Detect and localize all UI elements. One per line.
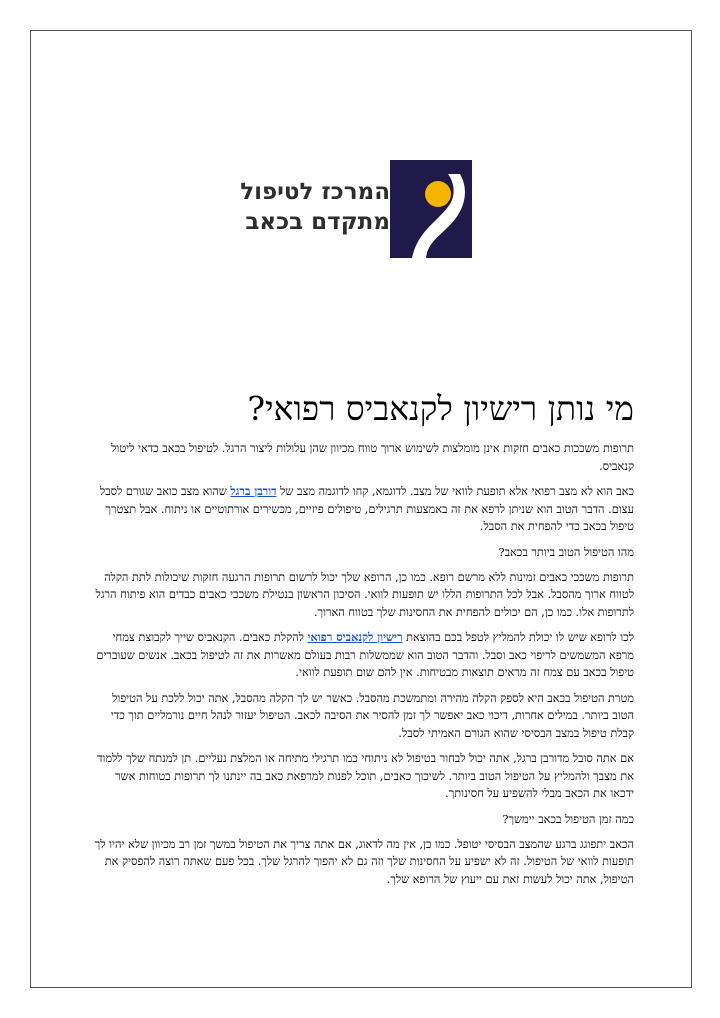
paragraph-2-text-before: כאב הוא לא מצב רפואי אלא תופעת לוואי של מצב. לדוגמא, קחו לדוגמה מצב של — [276, 485, 634, 498]
paragraph-4 — [92, 629, 634, 682]
paragraph-4-text-before: לכו לרופא שיש לו יכולת להמליץ לטפל בכם בהוצאת — [402, 631, 634, 644]
heel-spur-link[interactable]: דורבן ברגל — [230, 484, 277, 498]
article — [92, 388, 634, 896]
center-logo — [242, 160, 472, 258]
article-title: מי נותן רישיון לקנאביס רפואי? — [247, 389, 634, 428]
logo-text-line2: מתקדם בכאב — [245, 209, 390, 235]
paragraph-1: תרופות משככות כאבים חזקות אינן מומלצות לשימוש ארוך טווח מכיוון שהן עלולות ליצור הרגל. לטיפול בכאב כדאי ליטול קנאביס. — [111, 442, 634, 473]
question-treatment-duration: כמה זמן הטיפול בכאב יימשך? — [502, 812, 634, 826]
paragraph-3: תרופות משככי כאבים זמינות ללא מרשם רופא. כמו כן, הרופא שלך יכול לרשום תרופות הרגעה חזקות שיכולות לתת הקלה לטווח ארוך מהסבל. אבל לכל התרופות הללו יש תופעות לוואי. הסיכון הראשון בנטילת משככי כאבים כבדים הוא פיתוח הרגל לתרופות אלו. כמו כן, הם יכולים להפחית את החסינות שלך בטווח הארוך. — [95, 570, 634, 619]
logo-text-line1: המרכז לטיפול — [240, 179, 390, 205]
paragraph-4-text-after: להקלת כאבים. הקנאביס שייך לקבוצת צמחי מרפא המשמשים לריפוי כאב וסבל. והדבר הטוב הוא שממשלות רבות בעולם מאשרות את זה לטיפול בכאב. אנשים שעוברים טיפול בכאב עם צמח זה מראים תוצאות מבטיחות. אין להם שום תופעת לוואי. — [96, 631, 634, 679]
question-best-treatment: מהו הטיפול הטוב ביותר בכאב? — [498, 545, 634, 559]
paragraph-5: מטרת הטיפול בכאב היא לספק הקלה מהירה ומתמשכת מהסבל. כאשר יש לך הקלה מהסבל, אתה יכול ללכת על הטיפול הטוב ביותר. במילים אחרות, דיכוי כאב יאפשר לך זמן להסיר את הסיבה לכאב. הטיפול יעזור לנהל חיים נורמליים תוך כדי קבלת טיפול במצב הבסיסי שהוא הגורם האמיתי לסבל. — [110, 691, 634, 740]
medical-cannabis-license-link[interactable]: רישיון לקנאביס רפואי — [307, 630, 403, 644]
paragraph-7: הכאב יתפוגג ברגע שהמצב הבסיסי יטופל. כמו כן, אין מה לדאוג, אם אתה צריך את הטיפול במשך זמן רב מכיוון שלא יהיו לך תופעות לוואי של הטיפול. זה לא ישפיע על החסינות שלך וזה גם לא יהפוך להרגל שלך. בכל פעם שאתה רוצה להפסיק את הטיפול, אתה יכול לעשות זאת עם ייעוץ של הרופא שלך. — [94, 837, 634, 886]
paragraph-2-text-after: שהוא מצב כואב שגורם לסבל עצום. הדבר הטוב הוא שניתן לרפא את זה באמצעות תרגילים, טיפולים פיזיים, מכשירים אורתוטיים או ניתוח. אבל תצטרך טיפול בכאב כדי להפחית את הסבל. — [99, 485, 634, 533]
paragraph-6: אם אתה סובל מדורבן ברגל, אתה יכול לבחור בטיפול לא ניתוחי כמו תרגילי מתיחה או המלצת נעליים. תן למנתח שלך ללמוד את מצבך ולהמליץ על הטיפול הטוב ביותר. לשיכוך כאבים, תוכל לפנות למרפאת כאב בה יינתנו לך תרופות בטוחות אשר ידכאו את הכאב מבלי להשפיע על חסינותך. — [97, 752, 634, 800]
paragraph-2 — [92, 483, 634, 536]
